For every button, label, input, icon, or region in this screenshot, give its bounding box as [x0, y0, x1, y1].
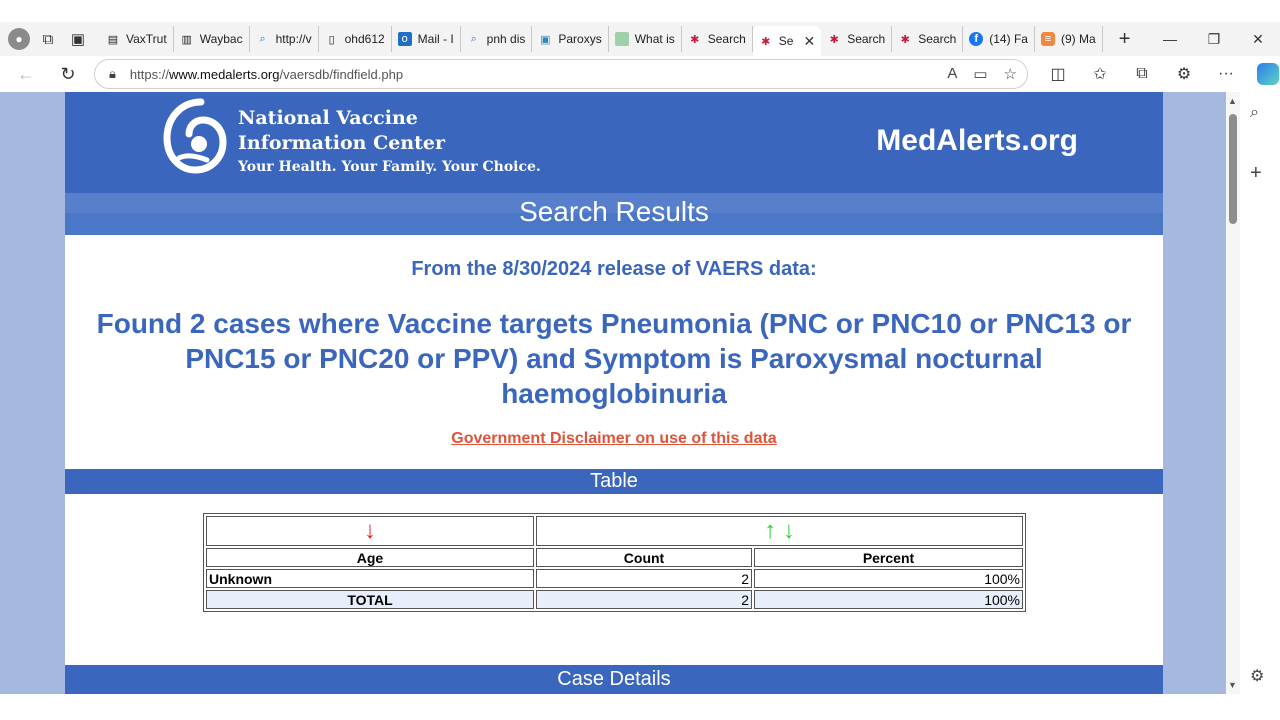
- url-text[interactable]: https://www.medalerts.org/vaersdb/findfield.php: [129, 66, 404, 82]
- workspaces-icon[interactable]: ⧉: [42, 30, 54, 48]
- page-icon: ▣: [540, 33, 551, 46]
- header-count: Count: [536, 548, 752, 567]
- tab-wayback[interactable]: ▥ Waybac: [174, 26, 250, 52]
- tab-substack[interactable]: ≡ (9) Ma: [1035, 26, 1103, 52]
- sort-cell-count: [536, 516, 1023, 546]
- minimize-icon[interactable]: —: [1163, 31, 1177, 47]
- tab-paroxysmal[interactable]: ▣ Paroxys: [532, 26, 608, 52]
- org-name: National Vaccine Information Center Your Health. Your Family. Your Choice.: [238, 107, 541, 175]
- vertical-scrollbar[interactable]: [1226, 92, 1240, 694]
- page-viewport: [0, 92, 1226, 694]
- table-row: [206, 569, 1023, 588]
- wayback-icon: ▥: [181, 33, 192, 46]
- scroll-up-icon[interactable]: ▲: [1228, 96, 1237, 106]
- mail-icon: o: [398, 32, 412, 46]
- tab-facebook[interactable]: f (14) Fa: [963, 26, 1035, 52]
- nvic-logo-icon: [161, 98, 227, 174]
- copilot-icon[interactable]: [1250, 59, 1280, 89]
- back-button[interactable]: ←: [17, 63, 35, 84]
- favorite-star-icon[interactable]: ☆: [1003, 66, 1017, 83]
- sidebar-add-icon[interactable]: +: [1250, 162, 1262, 184]
- page-icon: ▤: [107, 33, 119, 46]
- sidebar-settings-icon[interactable]: ⚙: [1250, 668, 1265, 685]
- address-bar-row: [0, 56, 1280, 92]
- read-aloud-icon[interactable]: A: [947, 65, 958, 82]
- header-percent: Percent: [754, 548, 1023, 567]
- header-age: Age: [206, 548, 534, 567]
- tab-what-is[interactable]: What is: [609, 26, 682, 52]
- immersive-reader-icon[interactable]: ▭: [973, 66, 988, 83]
- profile-icon[interactable]: ●: [8, 28, 30, 50]
- disclaimer-link[interactable]: Government Disclaimer on use of this data: [451, 430, 777, 447]
- cell-age: Unknown: [206, 569, 534, 588]
- table-section-title: Table: [65, 469, 1163, 494]
- table-total-row: [206, 590, 1023, 609]
- site-header: [65, 92, 1163, 193]
- case-details-title: Case Details: [65, 665, 1163, 694]
- medalerts-icon: ✱: [690, 33, 700, 46]
- site-brand[interactable]: MedAlerts.org: [876, 124, 1078, 157]
- results-table: [203, 513, 1026, 612]
- page-content: [65, 92, 1163, 694]
- cell-total-count: 2: [536, 590, 752, 609]
- refresh-button[interactable]: ↻: [60, 63, 76, 84]
- lock-icon[interactable]: 🔒︎: [109, 66, 116, 81]
- collections-icon[interactable]: ⧉: [1136, 65, 1148, 82]
- medalerts-icon: ✱: [829, 33, 839, 46]
- page-icon: [615, 32, 629, 46]
- sort-up-arrow-icon[interactable]: ↑: [764, 517, 777, 544]
- sort-cell-age: [206, 516, 534, 546]
- tab-pnh[interactable]: ⌕ pnh dis: [461, 26, 533, 52]
- tab-ohd612[interactable]: ▯ ohd612: [319, 26, 392, 52]
- cell-percent: 100%: [754, 569, 1023, 588]
- search-icon: ⌕: [470, 32, 477, 45]
- medalerts-icon: ✱: [761, 35, 771, 48]
- scrollbar-thumb[interactable]: [1229, 114, 1237, 224]
- restore-icon[interactable]: ❐: [1207, 30, 1221, 47]
- split-screen-icon[interactable]: ◫: [1050, 66, 1066, 83]
- tab-vaxtruth[interactable]: ▤ VaxTrut: [100, 26, 174, 52]
- substack-icon: ≡: [1041, 32, 1055, 46]
- close-window-icon[interactable]: ✕: [1252, 30, 1264, 47]
- favorites-icon[interactable]: ✩: [1093, 66, 1107, 83]
- tab-search-1[interactable]: ✱ Search: [682, 26, 753, 52]
- tab-search-2[interactable]: ✱ Search: [821, 26, 892, 52]
- cell-total-label: TOTAL: [206, 590, 534, 609]
- facebook-icon: f: [969, 32, 983, 46]
- medalerts-icon: ✱: [900, 33, 910, 46]
- scroll-down-icon[interactable]: ▼: [1228, 680, 1237, 690]
- release-note: From the 8/30/2024 release of VAERS data:: [411, 258, 817, 280]
- cell-count: 2: [536, 569, 752, 588]
- address-bar[interactable]: [94, 59, 1028, 89]
- edge-sidebar: [1240, 92, 1280, 694]
- results-summary: Found 2 cases where Vaccine targets Pneumonia (PNC or PNC10 or PNC13 or PNC15 or PNC20 or PPV) and Symptom is Paroxysmal nocturnal haemoglobinuria: [96, 308, 1132, 409]
- search-icon: ⌕: [259, 32, 266, 45]
- close-tab-icon[interactable]: ✕: [803, 32, 816, 49]
- document-icon: ▯: [328, 33, 335, 46]
- tab-strip: [0, 22, 1280, 56]
- extensions-icon[interactable]: ⚙: [1176, 66, 1192, 83]
- sidebar-search-icon[interactable]: ⌕: [1250, 104, 1259, 121]
- search-results-title: Search Results: [519, 196, 709, 227]
- sort-down-arrow-icon[interactable]: ↓: [364, 517, 376, 544]
- tab-search-3[interactable]: ✱ Search: [892, 26, 963, 52]
- tab-http[interactable]: ⌕ http://v: [250, 26, 319, 52]
- new-tab-button[interactable]: +: [1118, 27, 1131, 50]
- vertical-tabs-icon[interactable]: ▣: [70, 31, 86, 48]
- cell-total-percent: 100%: [754, 590, 1023, 609]
- tab-mail[interactable]: o Mail - I: [392, 26, 461, 52]
- more-options-icon[interactable]: ···: [1218, 65, 1234, 82]
- tab-active[interactable]: ✱ Se ✕: [753, 26, 821, 56]
- tab-list: [100, 22, 1139, 56]
- sort-down-arrow-icon[interactable]: ↓: [782, 517, 795, 544]
